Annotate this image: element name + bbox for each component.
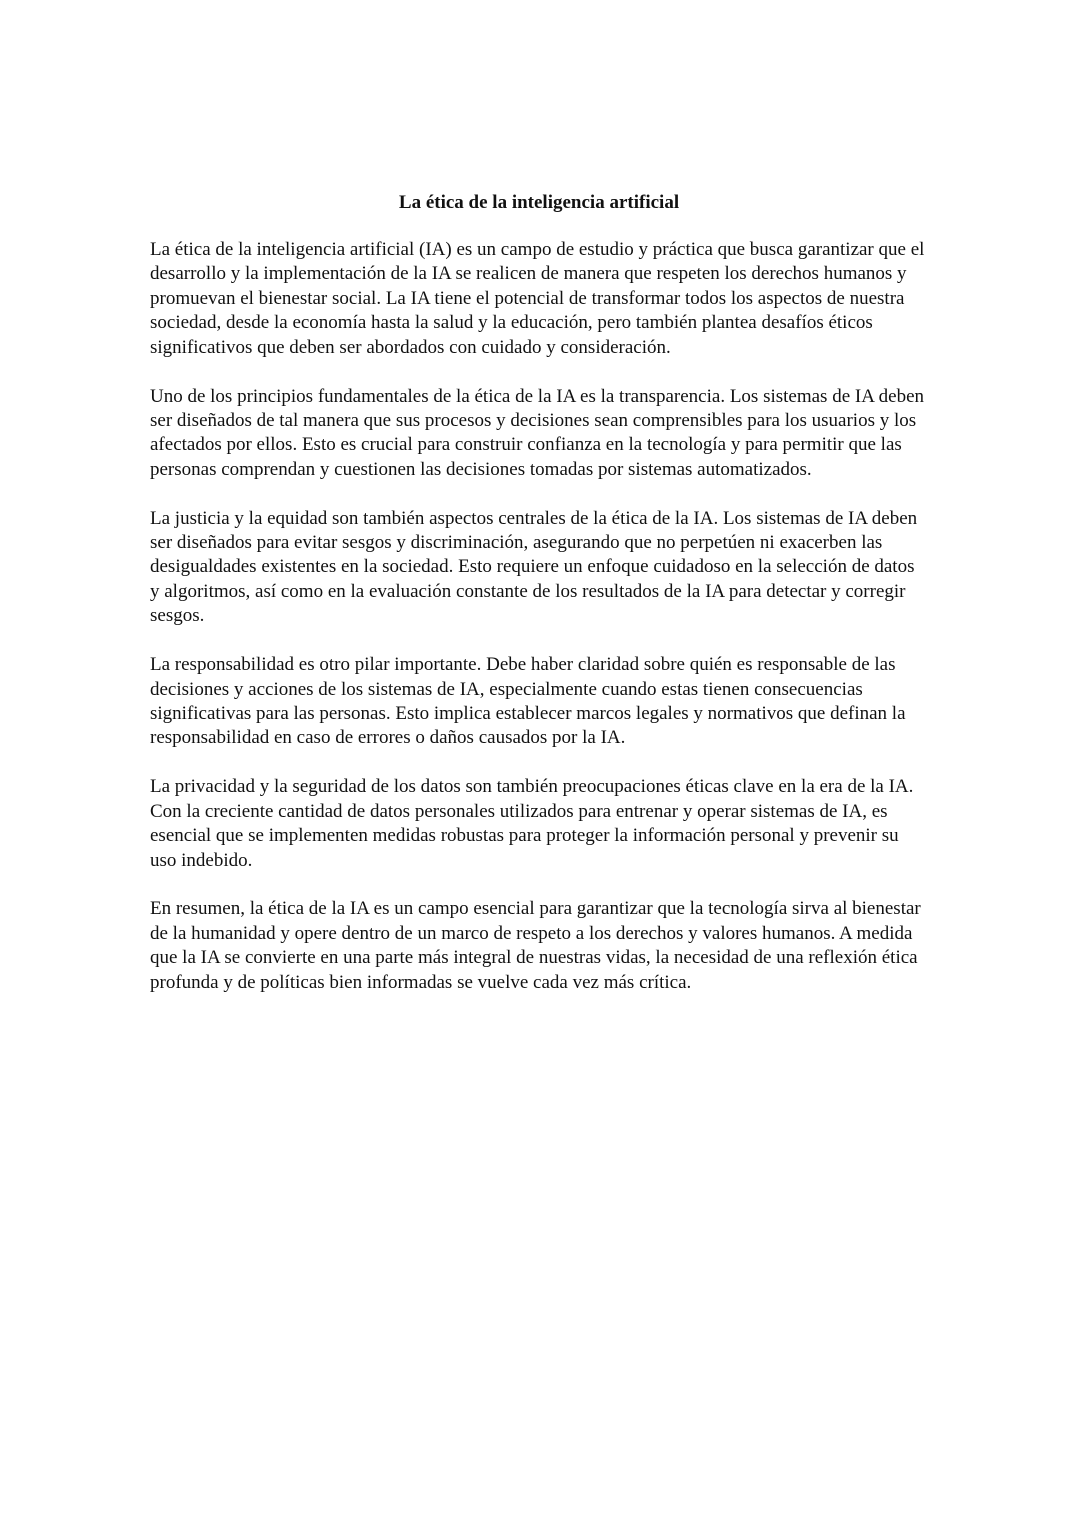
paragraph-conclusion: En resumen, la ética de la IA es un campo esencial para garantizar que la tecnología sirva al bienestar de la humanidad y opere dentro de un marco de respeto a los derechos y valores humanos. A medida que la IA se convierte en una parte más integral de nuestras vidas, la necesidad de una reflexión ética profunda y de políticas bien informadas se vuelve cada vez más crítica. — [150, 898, 921, 993]
document-body — [150, 190, 928, 1020]
paragraph-introduction: La ética de la inteligencia artificial (IA) es un campo de estudio y práctica que busca garantizar que el desarrollo y la implementación de la IA se realicen de manera que respeten los derechos humanos y promuevan el bienestar social. La IA tiene el potencial de transformar todos los aspectos de nuestra sociedad, desde la economía hasta la salud y la educación, pero también plantea desafíos éticos significativos que deben ser abordados con cuidado y consideración. — [150, 239, 925, 358]
paragraph-justice-equity: La justicia y la equidad son también aspectos centrales de la ética de la IA. Los sistemas de IA deben ser diseñados para evitar sesgos y discriminación, asegurando que no perpetúen ni exacerben las desigualdades existentes en la sociedad. Esto requiere un enfoque cuidadoso en la selección de datos y algoritmos, así como en la evaluación constante de los resultados de la IA para detectar y corregir sesgos. — [150, 507, 918, 627]
paragraph-privacy-security: La privacidad y la seguridad de los datos son también preocupaciones éticas clave en la era de la IA. Con la creciente cantidad de datos personales utilizados para entrenar y operar sistemas de IA, es esencial que se implementen medidas robustas para proteger la información personal y prevenir su uso indebido. — [150, 776, 914, 871]
paragraph-responsibility: La responsabilidad es otro pilar importante. Debe haber claridad sobre quién es responsable de las decisiones y acciones de los sistemas de IA, especialmente cuando estas tienen consecuencias significativas para las personas. Esto implica establecer marcos legales y normativos que definan la responsabilidad en caso de errores o daños causados por la IA. — [150, 654, 906, 749]
paragraph-transparency: Uno de los principios fundamentales de la ética de la IA es la transparencia. Los sistemas de IA deben ser diseñados de tal manera que sus procesos y decisiones sean comprensibles para los usuarios y los afectados por ellos. Esto es crucial para construir confianza en la tecnología y para permitir que las personas comprendan y cuestionen las decisiones tomadas por sistemas automatizados. — [150, 385, 924, 480]
document-title: La ética de la inteligencia artificial — [398, 192, 680, 213]
